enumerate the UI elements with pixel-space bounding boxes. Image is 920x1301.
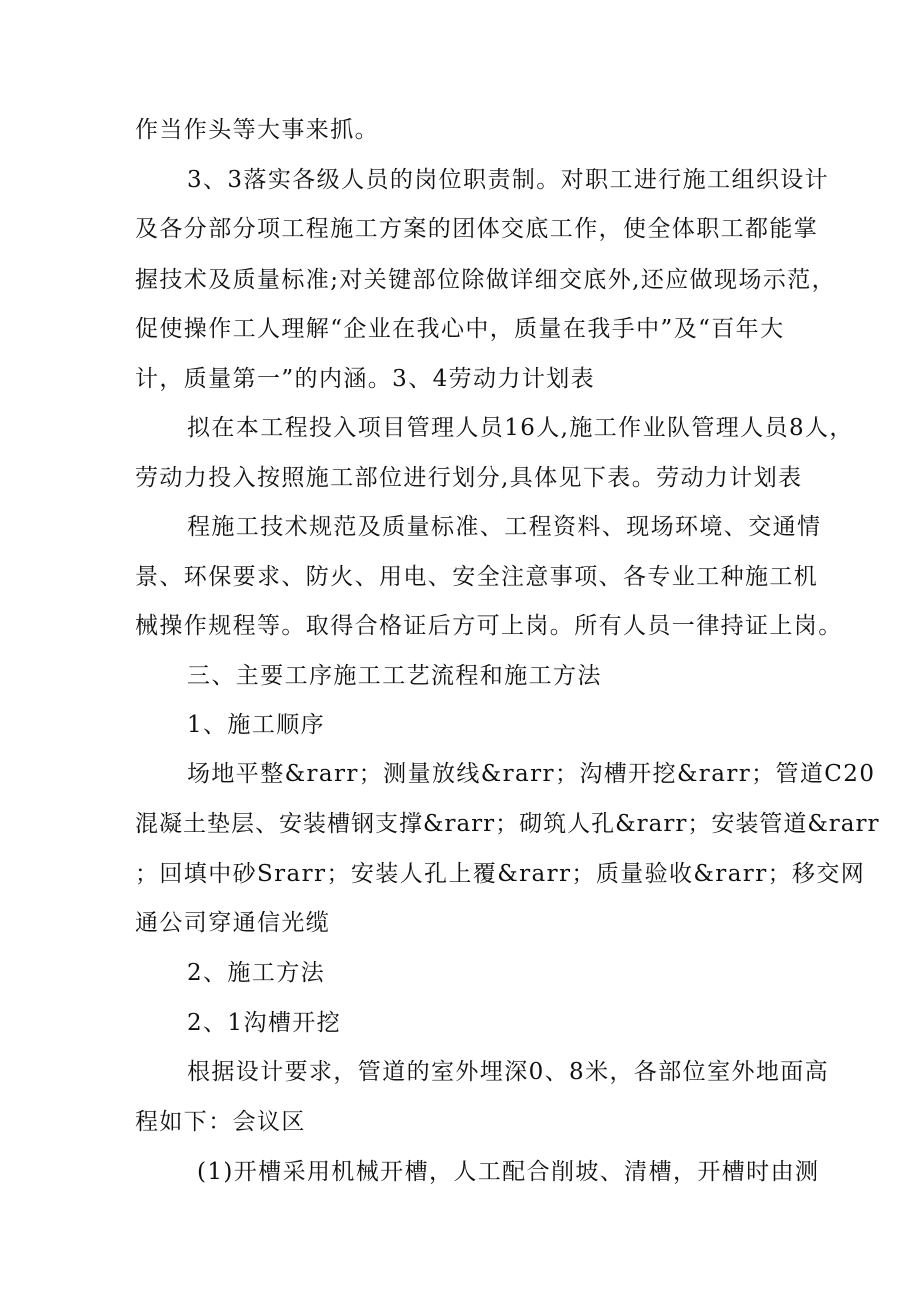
text-line: 握技术及质量标准;对关键部位除做详细交底外,还应做现场示范， [135, 267, 837, 293]
text-line: 3、3落实各级人员的岗位职责制。对职工进行施工组织设计 [187, 167, 830, 193]
text-line: 程如下：会议区 [135, 1109, 306, 1135]
text-line: 场地平整&rarr；测量放线&rarr；沟槽开挖&rarr；管道C20 [187, 761, 876, 787]
text-line: 劳动力投入按照施工部位进行划分,具体见下表。劳动力计划表 [135, 465, 803, 491]
text-line: 计，质量第一”的内涵。3、4劳动力计划表 [135, 366, 596, 392]
text-line: 作当作头等大事来抓。 [135, 117, 379, 143]
text-line: 混凝土垫层、安装槽钢支撑&rarr；砌筑人孔&rarr；安装管道&rarr [135, 811, 880, 837]
text-line: (1)开槽采用机械开槽，人工配合削坡、清槽，开槽时由测 [197, 1159, 820, 1185]
subsection-heading: 2、1沟槽开挖 [187, 1010, 342, 1036]
text-line: ；回填中砂Srarr；安装人孔上覆&rarr；质量验收&rarr；移交网 [135, 861, 866, 887]
subsection-heading: 1、施工顺序 [187, 712, 326, 738]
text-line: 根据设计要求，管道的室外埋深0、8米，各部位室外地面高 [187, 1059, 830, 1085]
text-line: 促使操作工人理解“企业在我心中，质量在我手中”及“百年大 [135, 316, 785, 342]
text-line: 械操作规程等。取得合格证后方可上岗。所有人员一律持证上岗。 [135, 613, 843, 639]
text-line: 景、环保要求、防火、用电、安全注意事项、各专业工种施工机 [135, 564, 819, 590]
text-line: 拟在本工程投入项目管理人员16人,施工作业队管理人员8人， [187, 415, 854, 441]
section-heading: 三、主要工序施工工艺流程和施工方法 [187, 663, 602, 689]
text-line: 程施工技术规范及质量标准、工程资料、现场环境、交通情 [187, 514, 822, 540]
text-line: 通公司穿通信光缆 [135, 910, 331, 936]
text-line: 及各分部分项工程施工方案的团体交底工作，使全体职工都能掌 [135, 216, 819, 242]
subsection-heading: 2、施工方法 [187, 960, 326, 986]
